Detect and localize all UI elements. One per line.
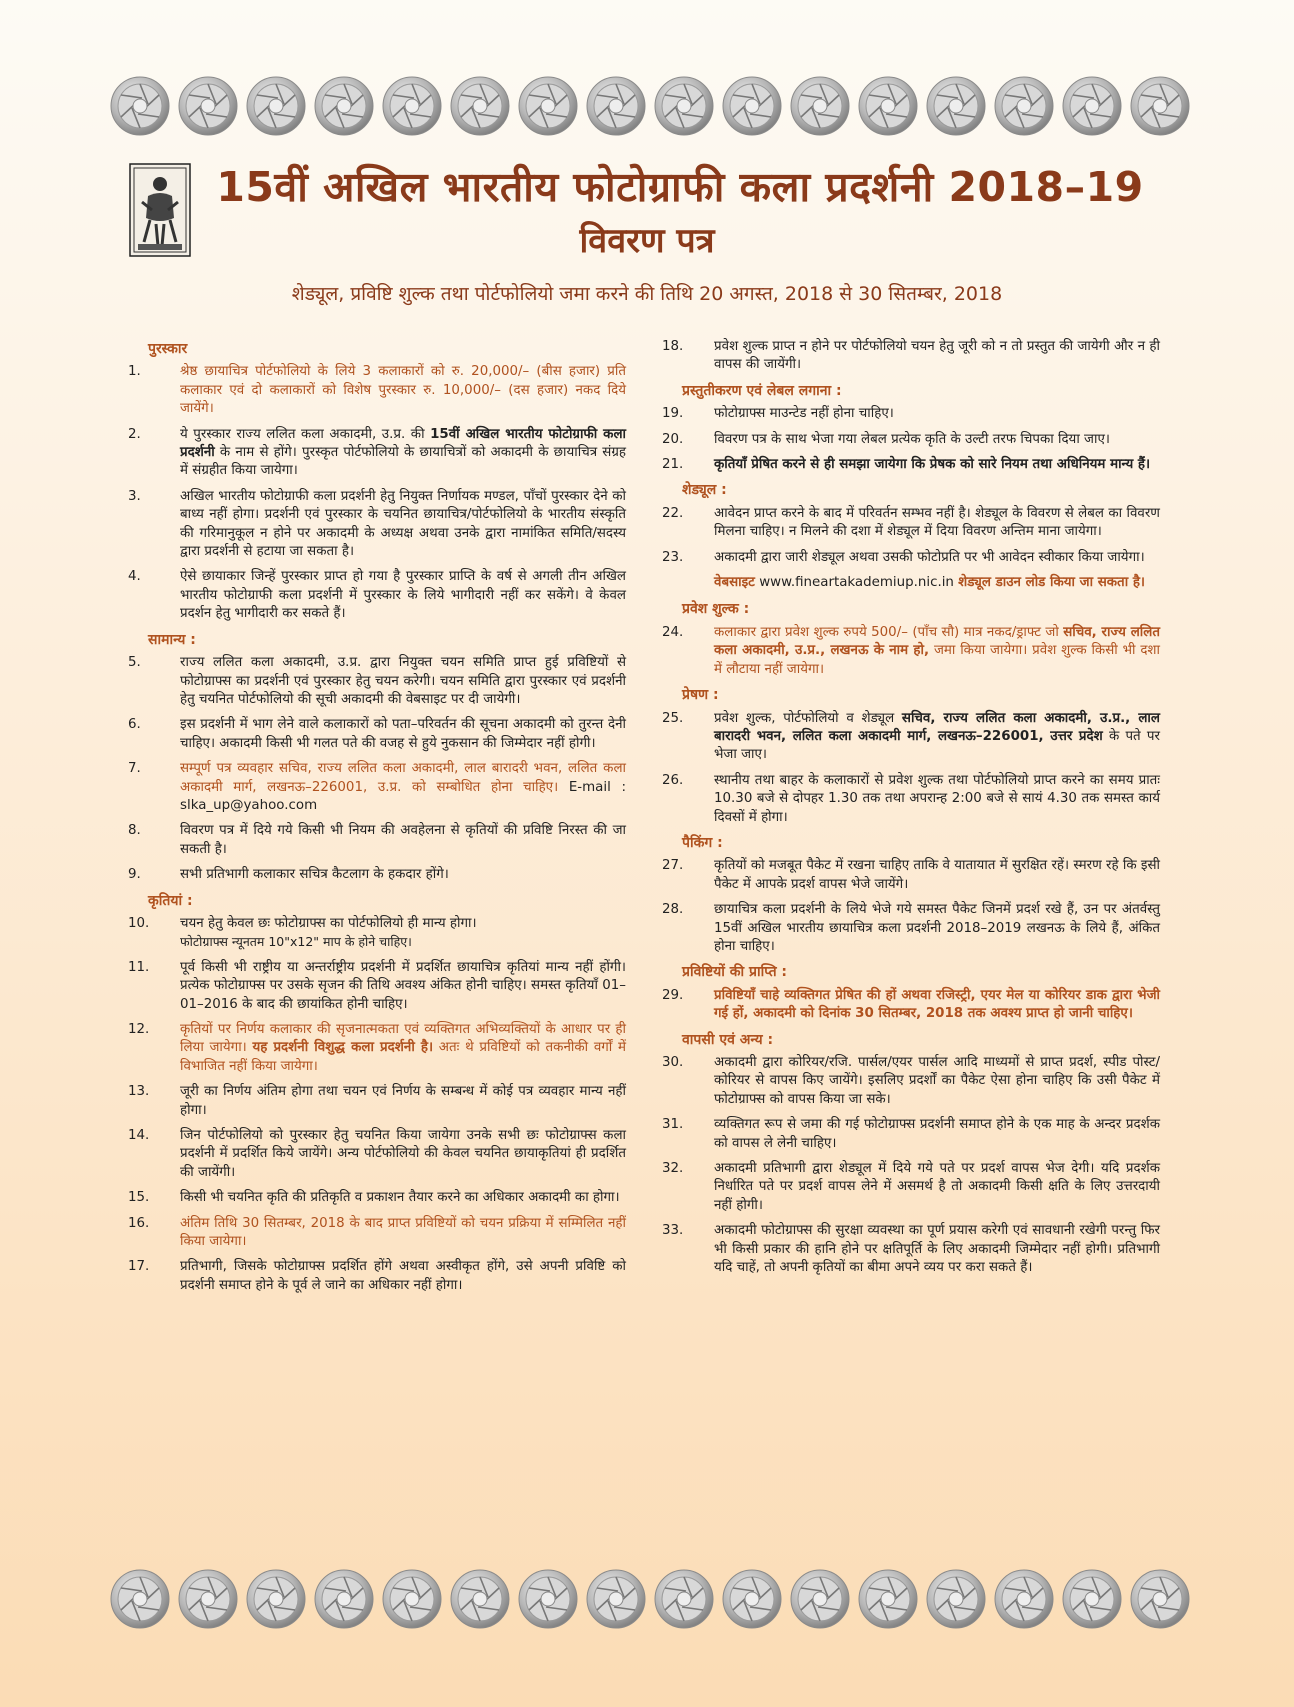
right-column [662, 338, 1160, 1284]
rule-number: 20. [662, 431, 684, 447]
section-heading: सामान्य : [148, 631, 196, 648]
camera-aperture-icon [246, 76, 306, 136]
rule-item [128, 1021, 626, 1076]
camera-aperture-icon [858, 1569, 918, 1629]
section-heading: प्रविष्टियों की प्राप्ति : [682, 964, 788, 981]
section-heading: शेड्यूल : [682, 482, 727, 499]
camera-aperture-icon [314, 1569, 374, 1629]
schedule-dates: शेड्यूल, प्रविष्टि शुल्क तथा पोर्टफोलियो जमा करने की तिथि 20 अगस्त, 2018 से 30 सितम्बर, 2018 [291, 283, 1003, 305]
rule-text-part: अतः थे प्रविष्टियों को तकनीकी वर्गों में विभाजित नहीं किया जायेगा। [180, 1040, 626, 1074]
rule-text: कृतियाँ प्रेषित करने से ही समझा जायेगा कि प्रेषक को सारे नियम तथा अधिनियम मान्य हैं। [714, 457, 1151, 473]
rule-text: राज्य ललित कला अकादमी, उ.प्र. द्वारा नियुक्त चयन समिति प्राप्त हुई प्रविष्टियों से फोटोग्राफ्स का प्रदर्शनी एवं पुरस्कार हेतु चयन करेगी। चयन समिति द्वारा पुरस्कार एवं प्रदर्शनी हेतु चयनित पोर्टफोलियो की सूची अकादमी की वेबसाइट पर दी जायेगी। [180, 655, 626, 707]
rule-text: विवरण पत्र के साथ भेजा गया लेबल प्रत्येक कृति के उल्टी तरफ चिपका दिया जाए। [714, 431, 1110, 447]
rule-text: कृतियों को मजबूत पैकेट में रखना चाहिए ताकि वे यातायात में सुरक्षित रहें। स्मरण रहे कि इसी पैकेट में आपके प्रदर्श वापस भेजे जायेंगे। [714, 858, 1160, 892]
rule-text: अंतिम तिथि 30 सितम्बर, 2018 के बाद प्राप्त प्रविष्टियों को चयन प्रक्रिया में सम्मिलित नहीं किया जायेगा। [180, 1215, 626, 1250]
rule-number: 33. [662, 1223, 684, 1239]
camera-aperture-icon [654, 1569, 714, 1629]
section-heading: प्रेषण : [682, 687, 719, 704]
rule-number: 1. [128, 364, 141, 380]
camera-aperture-icon [1130, 76, 1190, 136]
rule-text: प्रतिभागी, जिसके फोटोग्राफ्स प्रदर्शित होंगे अथवा अस्वीकृत होंगे, उसे अपनी प्रविष्टि को प्रदर्शनी समाप्त होने के पूर्व ले जाने का अधिकार नहीं होगा। [180, 1259, 626, 1293]
rule-item [128, 1083, 626, 1120]
rule-number: 6. [128, 717, 141, 733]
rule-number: 29. [662, 987, 684, 1003]
rule-item [662, 549, 1160, 567]
rule-item [128, 760, 626, 815]
rule-item [662, 431, 1160, 449]
rule-item [128, 1189, 626, 1207]
camera-aperture-icon [858, 76, 918, 136]
email-address[interactable]: E-mail : slka_up@yahoo.com [180, 779, 626, 813]
camera-aperture-icon [178, 76, 238, 136]
rule-text: प्रवेश शुल्क प्राप्त न होने पर पोर्टफोलियो चयन हेतु जूरी को न तो प्रस्तुत की जायेगी और न ही वापस की जायेंगी। [714, 339, 1160, 373]
rule-number: 8. [128, 823, 141, 839]
rule-item [662, 624, 1160, 679]
website-link[interactable]: www.fineartakademiup.nic.in [754, 575, 959, 591]
camera-aperture-icon [994, 76, 1054, 136]
rule-item [128, 488, 626, 562]
rule-text: किसी भी चयनित कृति की प्रतिकृति व प्रकाशन तैयार करने का अधिकार अकादमी का होगा। [180, 1190, 620, 1206]
camera-aperture-icon [1130, 1569, 1190, 1629]
rule-number: 28. [662, 902, 684, 918]
rule-text: अकादमी फोटोग्राफ्स की सुरक्षा व्यवस्था का पूर्ण प्रयास करेगी एवं सावधानी रखेगी परन्तु फिर भी किसी प्रकार की हानि होने पर क्षतिपूर्ति के लिए अकादमी जिम्मेदार नहीं होगी। प्रतिभागी यदि चाहें, तो अपनी कृतियों का बीमा अपने व्यय पर करा सकते हैं। [714, 1223, 1160, 1276]
page-title: 15वीं अखिल भारतीय फोटोग्राफी कला प्रदर्शनी 2018–19 [216, 163, 1144, 211]
rule-text: प्रविष्टियाँ चाहे व्यक्तिगत प्रेषित की हों अथवा रजिस्ट्री, एयर मेल या कोरियर डाक द्वारा भेजी गई हों, अकादमी को दिनांक 30 सितम्बर, 2018 तक अवश्य प्राप्त हो जानी चाहिए। [714, 987, 1160, 1022]
rule-text-sub: फोटोग्राफ्स न्यूनतम 10"x12" माप के होने चाहिए। [180, 934, 412, 950]
rule-number: 11. [128, 959, 150, 975]
rule-number: 2. [128, 426, 141, 442]
top-aperture-border [110, 74, 1190, 138]
section-heading: कृतियां : [148, 892, 193, 909]
rule-text: स्थानीय तथा बाहर के कलाकारों से प्रवेश शुल्क तथा पोर्टफोलियो प्राप्त करने का समय प्रातः 10.30 बजे से दोपहर 1.30 तक तथा अपरान्ह 2:00 बजे से सायं 4.30 तक समस्त कार्य दिवसों में होगा। [714, 772, 1160, 825]
camera-aperture-icon [722, 1569, 782, 1629]
rule-text: विवरण पत्र में दिये गये किसी भी नियम की अवहेलना से कृतियों की प्रविष्टि निरस्त की जा सकती है। [180, 823, 626, 857]
rule-text [714, 710, 1160, 765]
camera-aperture-icon [926, 76, 986, 136]
rule-item [662, 901, 1160, 956]
rule-text-part: जमा किया जायेगा। प्रवेश शुल्क किसी भी दशा में लौटाया नहीं जायेगा। [714, 643, 1161, 677]
section-heading: वापसी एवं अन्य : [682, 1031, 774, 1048]
rule-number: 31. [662, 1117, 684, 1133]
camera-aperture-icon [450, 76, 510, 136]
rule-text-part: चयन हेतु केवल छः फोटोग्राफ्स का पोर्टफोलियो ही मान्य होगा। [180, 915, 477, 931]
rule-text: जूरी का निर्णय अंतिम होगा तथा चयन एवं निर्णय के सम्बन्ध में कोई पत्र व्यवहार मान्य नहीं होगा। [180, 1084, 626, 1118]
camera-aperture-icon [654, 76, 714, 136]
rule-item [662, 456, 1160, 474]
rule-number: 9. [128, 867, 141, 883]
camera-aperture-icon [586, 76, 646, 136]
rule-text: अकादमी द्वारा जारी शेड्यूल अथवा उसकी फोटोप्रति पर भी आवेदन स्वीकार किया जायेगा। [714, 549, 1145, 565]
rule-number: 17. [128, 1259, 150, 1275]
rule-text [714, 624, 1160, 679]
rule-text: अखिल भारतीय फोटोग्राफी कला प्रदर्शनी हेतु नियुक्त निर्णायक मण्डल, पाँचों पुरस्कार देने को बाध्य नहीं होगा। प्रदर्शनी एवं पुरस्कार के चयनित छायाचित्र/पोर्टफोलियो के भारतीय संस्कृति की गरिमानुकूल न होने पर अकादमी के अध्यक्ष अथवा उनके द्वारा नामांकित समिति/सदस्य द्वारा प्रदर्शनी से हटाया जा सकता है। [180, 488, 626, 560]
rule-item [128, 1127, 626, 1182]
rule-item [128, 915, 626, 952]
rule-number: 30. [662, 1055, 684, 1070]
camera-aperture-icon [926, 1569, 986, 1629]
camera-aperture-icon [382, 1569, 442, 1629]
section-heading: पुरस्कार [148, 341, 188, 357]
rule-number: 14. [128, 1128, 150, 1144]
rule-number: 18. [662, 339, 684, 354]
rule-number: 13. [128, 1084, 150, 1100]
left-column [128, 336, 626, 1302]
section-heading: पैकिंग : [682, 834, 723, 851]
rule-text-part: के नाम से होंगे। पुरस्कृत पोर्टफोलियो के छायाचित्रों को अकादमी के छायाचित्र संग्रह में संग्रहीत किया जायेगा। [180, 445, 626, 479]
rule-number: 23. [662, 549, 684, 565]
rule-number: 3. [128, 488, 141, 504]
rule-text: आवेदन प्राप्त करने के बाद में परिवर्तन सम्भव नहीं है। शेड्यूल के विवरण से लेबल का विवरण मिलना चाहिए। न मिलने की दशा में शेड्यूल में दिया विवरण अन्तिम माना जायेगा। [714, 505, 1160, 540]
rule-number: 5. [128, 655, 141, 671]
rule-item [662, 987, 1160, 1024]
rule-item [128, 654, 626, 709]
rule-item [128, 426, 626, 481]
camera-aperture-icon [518, 1569, 578, 1629]
rule-item [128, 716, 626, 753]
rule-number: 21. [662, 457, 684, 473]
section-heading: प्रस्तुतीकरण एवं लेबल लगाना : [682, 382, 842, 399]
rule-item [662, 857, 1160, 894]
rule-text-bold: यह प्रदर्शनी विशुद्ध कला प्रदर्शनी है। [252, 1040, 434, 1056]
rule-text-part: कृतियों पर निर्णय कलाकार की सृजनात्मकता एवं व्यक्तिगत अभिव्यक्तियों के आधार पर ही लिया जायेगा। [180, 1022, 626, 1056]
rule-item [662, 710, 1160, 765]
rule-item [662, 1116, 1160, 1153]
rule-number: 10. [128, 915, 150, 931]
rule-number: 12. [128, 1022, 150, 1037]
rule-text: व्यक्तिगत रूप से जमा की गई फोटोग्राफ्स प्रदर्शनी समाप्त होने के एक माह के अन्दर प्रदर्शक को वापस ले लेनी चाहिए। [714, 1117, 1160, 1151]
rule-text-bold: 15वीं अखिल भारतीय फोटोग्राफी कला प्रदर्शनी [180, 426, 626, 461]
page-subtitle: विवरण पत्र [579, 221, 715, 261]
camera-aperture-icon [994, 1569, 1054, 1629]
rule-number: 7. [128, 761, 141, 777]
rule-item [662, 338, 1160, 375]
rule-text-part: के पते पर भेजा जाए। [714, 728, 1160, 763]
rule-number: 32. [662, 1161, 684, 1177]
camera-aperture-icon [722, 76, 782, 136]
rule-item [128, 1215, 626, 1252]
rule-text-part: प्रवेश शुल्क, पोर्टफोलियो व शेड्यूल [714, 710, 902, 726]
rule-item [662, 505, 1160, 542]
website-label: वेबसाइट [714, 575, 755, 591]
rule-text: ऐसे छायाकार जिन्हें पुरस्कार प्राप्त हो गया है पुरस्कार प्राप्ति के वर्ष से अगली तीन अखिल भारतीय फोटोग्राफी कला प्रदर्शनी में पुरस्कार के लिये भागीदारी नहीं कर सकेंगे। वे केवल प्रदर्शन हेतु भागीदारी कर सकते हैं। [180, 569, 626, 622]
rule-number: 27. [662, 858, 684, 874]
rule-text: फोटोग्राफ्स माउन्टेड नहीं होना चाहिए। [714, 406, 894, 422]
rule-item [128, 959, 626, 1014]
camera-aperture-icon [518, 76, 578, 136]
camera-aperture-icon [1062, 1569, 1122, 1629]
rule-text-bold: सचिव, राज्य ललित कला अकादमी, उ.प्र., लखनऊ के नाम हो, [714, 624, 1160, 659]
rule-number: 16. [128, 1215, 150, 1231]
rule-text: अकादमी द्वारा कोरियर/रजि. पार्सल/एयर पार्सल आदि माध्यमों से प्राप्त प्रदर्श, स्पीड पोस्ट/कोरियर से वापस किए जायेंगे। इसलिए प्रदर्शों का पैकेट ऐसा होना चाहिए कि उसी पैकेट में फोटोग्राफ्स को वापस किया जा सके। [714, 1055, 1160, 1107]
rule-item [662, 1222, 1160, 1277]
rule-text: सभी प्रतिभागी कलाकार सचित्र कैटलाग के हकदार होंगे। [180, 867, 449, 883]
camera-aperture-icon [382, 76, 442, 136]
camera-aperture-icon [246, 1569, 306, 1629]
rule-number: 4. [128, 569, 141, 585]
camera-aperture-icon [1062, 76, 1122, 136]
camera-aperture-icon [110, 76, 170, 136]
rule-item [662, 1054, 1160, 1109]
website-note [662, 574, 1160, 592]
rule-item [128, 1258, 626, 1295]
camera-aperture-icon [178, 1569, 238, 1629]
rule-text: पूर्व किसी भी राष्ट्रीय या अन्तर्राष्ट्रीय प्रदर्शनी में प्रदर्शित छायाचित्र कृतियां मान्य नहीं होंगी। प्रत्येक फोटोग्राफ्स पर उसके सृजन की तिथि अवश्य अंकित होनी चाहिए। समस्त कृतियाँ 01–01–2016 के बाद की छायांकित होनी चाहिए। [180, 959, 626, 1012]
camera-aperture-icon [790, 76, 850, 136]
rule-text: जिन पोर्टफोलियो को पुरस्कार हेतु चयनित किया जायेगा उनके सभी छः फोटोग्राफ्स कला प्रदर्शनी में प्रदर्शित किये जायेंगे। अन्य पोर्टफोलियो की केवल चयनित छायाकृतियां ही प्रदर्शित की जायेंगी। [180, 1128, 626, 1180]
website-note-text: शेड्यूल डाउन लोड किया जा सकता है। [958, 575, 1146, 591]
rule-number: 26. [662, 772, 684, 788]
rule-item [662, 1160, 1160, 1215]
rule-item [128, 866, 626, 884]
bottom-aperture-border [110, 1567, 1190, 1631]
rule-number: 15. [128, 1190, 150, 1206]
rule-item [128, 568, 626, 623]
rule-item [128, 363, 626, 418]
rule-text: इस प्रदर्शनी में भाग लेने वाले कलाकारों को पता–परिवर्तन की सूचना अकादमी को तुरन्त देनी चाहिए। अकादमी किसी भी गलत पते की वजह से हुये नुकसान की जिम्मेदार नहीं होगी। [180, 717, 626, 751]
camera-aperture-icon [110, 1569, 170, 1629]
camera-aperture-icon [450, 1569, 510, 1629]
rule-number: 25. [662, 710, 684, 726]
rule-text: श्रेष्ठ छायाचित्र पोर्टफोलियो के लिये 3 कलाकारों को रु. 20,000/– (बीस हजार) प्रति कलाकार एवं दो कलाकारों को विशेष पुरस्कार रु. 10,000/– (दस हजार) नकद दिये जायेंगे। [180, 364, 626, 417]
rule-text [180, 760, 626, 815]
rule-number: 22. [662, 505, 684, 521]
rule-text [180, 426, 626, 481]
camera-aperture-icon [314, 76, 374, 136]
rule-text: छायाचित्र कला प्रदर्शनी के लिये भेजे गये समस्त पैकेट जिनमें प्रदर्श रखे हैं, उन पर अंतर्वस्तु 15वीं अखिल भारतीय छायाचित्र कला प्रदर्शनी 2018–2019 लखनऊ के लिये हैं, अंकित होना चाहिए। [714, 902, 1160, 954]
camera-aperture-icon [790, 1569, 850, 1629]
rule-item [128, 822, 626, 859]
rule-text-part: सम्पूर्ण पत्र व्यवहार सचिव, राज्य ललित कला अकादमी, लाल बारादरी भवन, ललित कला अकादमी मार्ग, लखनऊ–226001, उ.प्र. को सम्बोधित होना चाहिए। [180, 761, 626, 795]
rule-text-bold: सचिव, राज्य ललित कला अकादमी, उ.प्र., लाल बारादरी भवन, ललित कला अकादमी मार्ग, लखनऊ–226001, उत्तर प्रदेश [714, 710, 1160, 744]
rule-text [180, 915, 626, 952]
rule-text: अकादमी प्रतिभागी द्वारा शेड्यूल में दिये गये पते पर प्रदर्श वापस भेज देगी। यदि प्रदर्शक निर्धारित पते पर प्रदर्श वापस लेने में असमर्थ है तो अकादमी किसी क्षति के लिए उत्तरदायी नहीं होगी। [714, 1161, 1160, 1213]
camera-aperture-icon [586, 1569, 646, 1629]
rule-number: 19. [662, 406, 684, 422]
section-heading: प्रवेश शुल्क : [682, 601, 750, 618]
rule-text [180, 1021, 626, 1076]
rule-number: 24. [662, 624, 684, 640]
rule-item [662, 405, 1160, 423]
rule-text-part: ये पुरस्कार राज्य ललित कला अकादमी, उ.प्र. की [180, 426, 431, 442]
rule-item [662, 772, 1160, 827]
rule-text-part: कलाकार द्वारा प्रवेश शुल्क रुपये 500/– (पाँच सौ) मात्र नकद/ड्राफ्ट जो [714, 624, 1064, 640]
